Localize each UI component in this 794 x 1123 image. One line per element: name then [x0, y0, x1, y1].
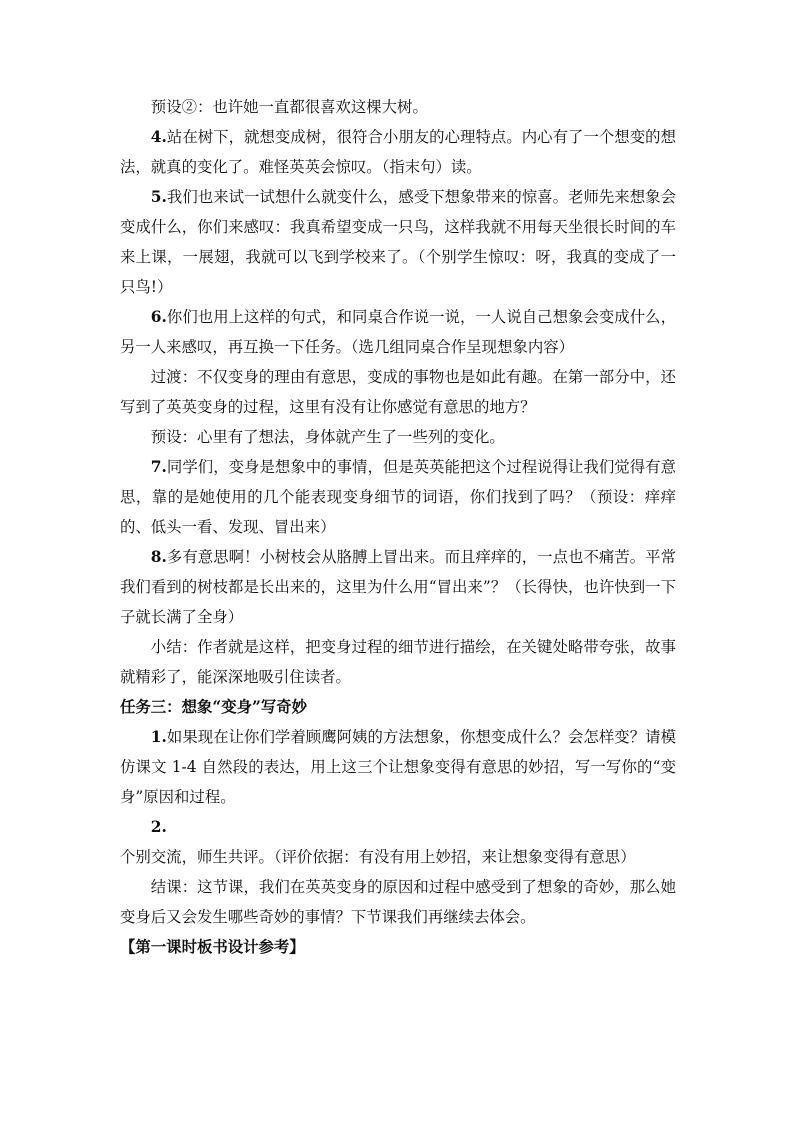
- paragraph-step-8: 8.多有意思啊！小树枝会从胳膊上冒出来。而且痒痒的，一点也不痛苦。平常我们看到的树枝都是长出来的，这里为什么用“冒出来”？（长得快，也许快到一下子就长满了全身）: [120, 548, 676, 626]
- paragraph-task-step-2: 2.个别交流，师生共评。（评价依据：有没有用上妙招，来让想象变得有意思）: [120, 818, 636, 866]
- paragraph-preset-2: 预设②：也许她一直都很喜欢这棵大树。: [150, 98, 428, 116]
- paragraph-task-step-1: 1.如果现在让你们学着顾鹰阿姨的方法想象，你想变成什么？会怎样变？请模仿课文 1-4 自然段的表达，用上这三个让想象变得有意思的妙招，写一写你的“变身”原因和过程。: [120, 728, 676, 806]
- paragraph-preset: 预设：心里有了想法，身体就产生了一些列的变化。: [150, 428, 505, 446]
- document-page: [120, 92, 676, 962]
- paragraph-step-6: 6.你们也用上这样的句式，和同桌合作说一说，一人说自己想象会变成什么，另一人来感叹，再互换一下任务。（选几组同桌合作呈现想象内容）: [120, 308, 676, 356]
- paragraph-conclusion: 结课：这节课，我们在英英变身的原因和过程中感受到了想象的奇妙，那么她变身后又会发生哪些奇妙的事情？下节课我们再继续去体会。: [120, 878, 676, 926]
- paragraph-summary: 小结：作者就是这样，把变身过程的细节进行描绘，在关键处略带夸张，故事就精彩了，能深深地吸引住读者。: [120, 638, 676, 686]
- paragraph-transition: 过渡：不仅变身的理由有意思，变成的事物也是如此有趣。在第一部分中，还写到了英英变身的过程，这里有没有让你感觉有意思的地方？: [120, 368, 676, 416]
- paragraph-step-7: 7.同学们，变身是想象中的事情，但是英英能把这个过程说得让我们觉得有意思，靠的是她使用的几个能表现变身细节的词语，你们找到了吗？（预设：痒痒的、低头一看、发现、冒出来）: [120, 458, 676, 536]
- section-heading-board-design: 【第一课时板书设计参考】: [120, 938, 305, 956]
- paragraph-step-4: 4.站在树下，就想变成树，很符合小朋友的心理特点。内心有了一个想变的想法，就真的变化了。难怪英英会惊叹。（指末句）读。: [120, 128, 676, 176]
- paragraph-step-5: 5.我们也来试一试想什么就变什么，感受下想象带来的惊喜。老师先来想象会变成什么，你们来感叹：我真希望变成一只鸟，这样我就不用每天坐很长时间的车来上课，一展翅，我就可以飞到学校来了。（个别学生惊叹：呀，我真的变成了一只鸟!）: [120, 188, 676, 296]
- section-heading-task-3: 任务三：想象“变身”写奇妙: [120, 698, 308, 716]
